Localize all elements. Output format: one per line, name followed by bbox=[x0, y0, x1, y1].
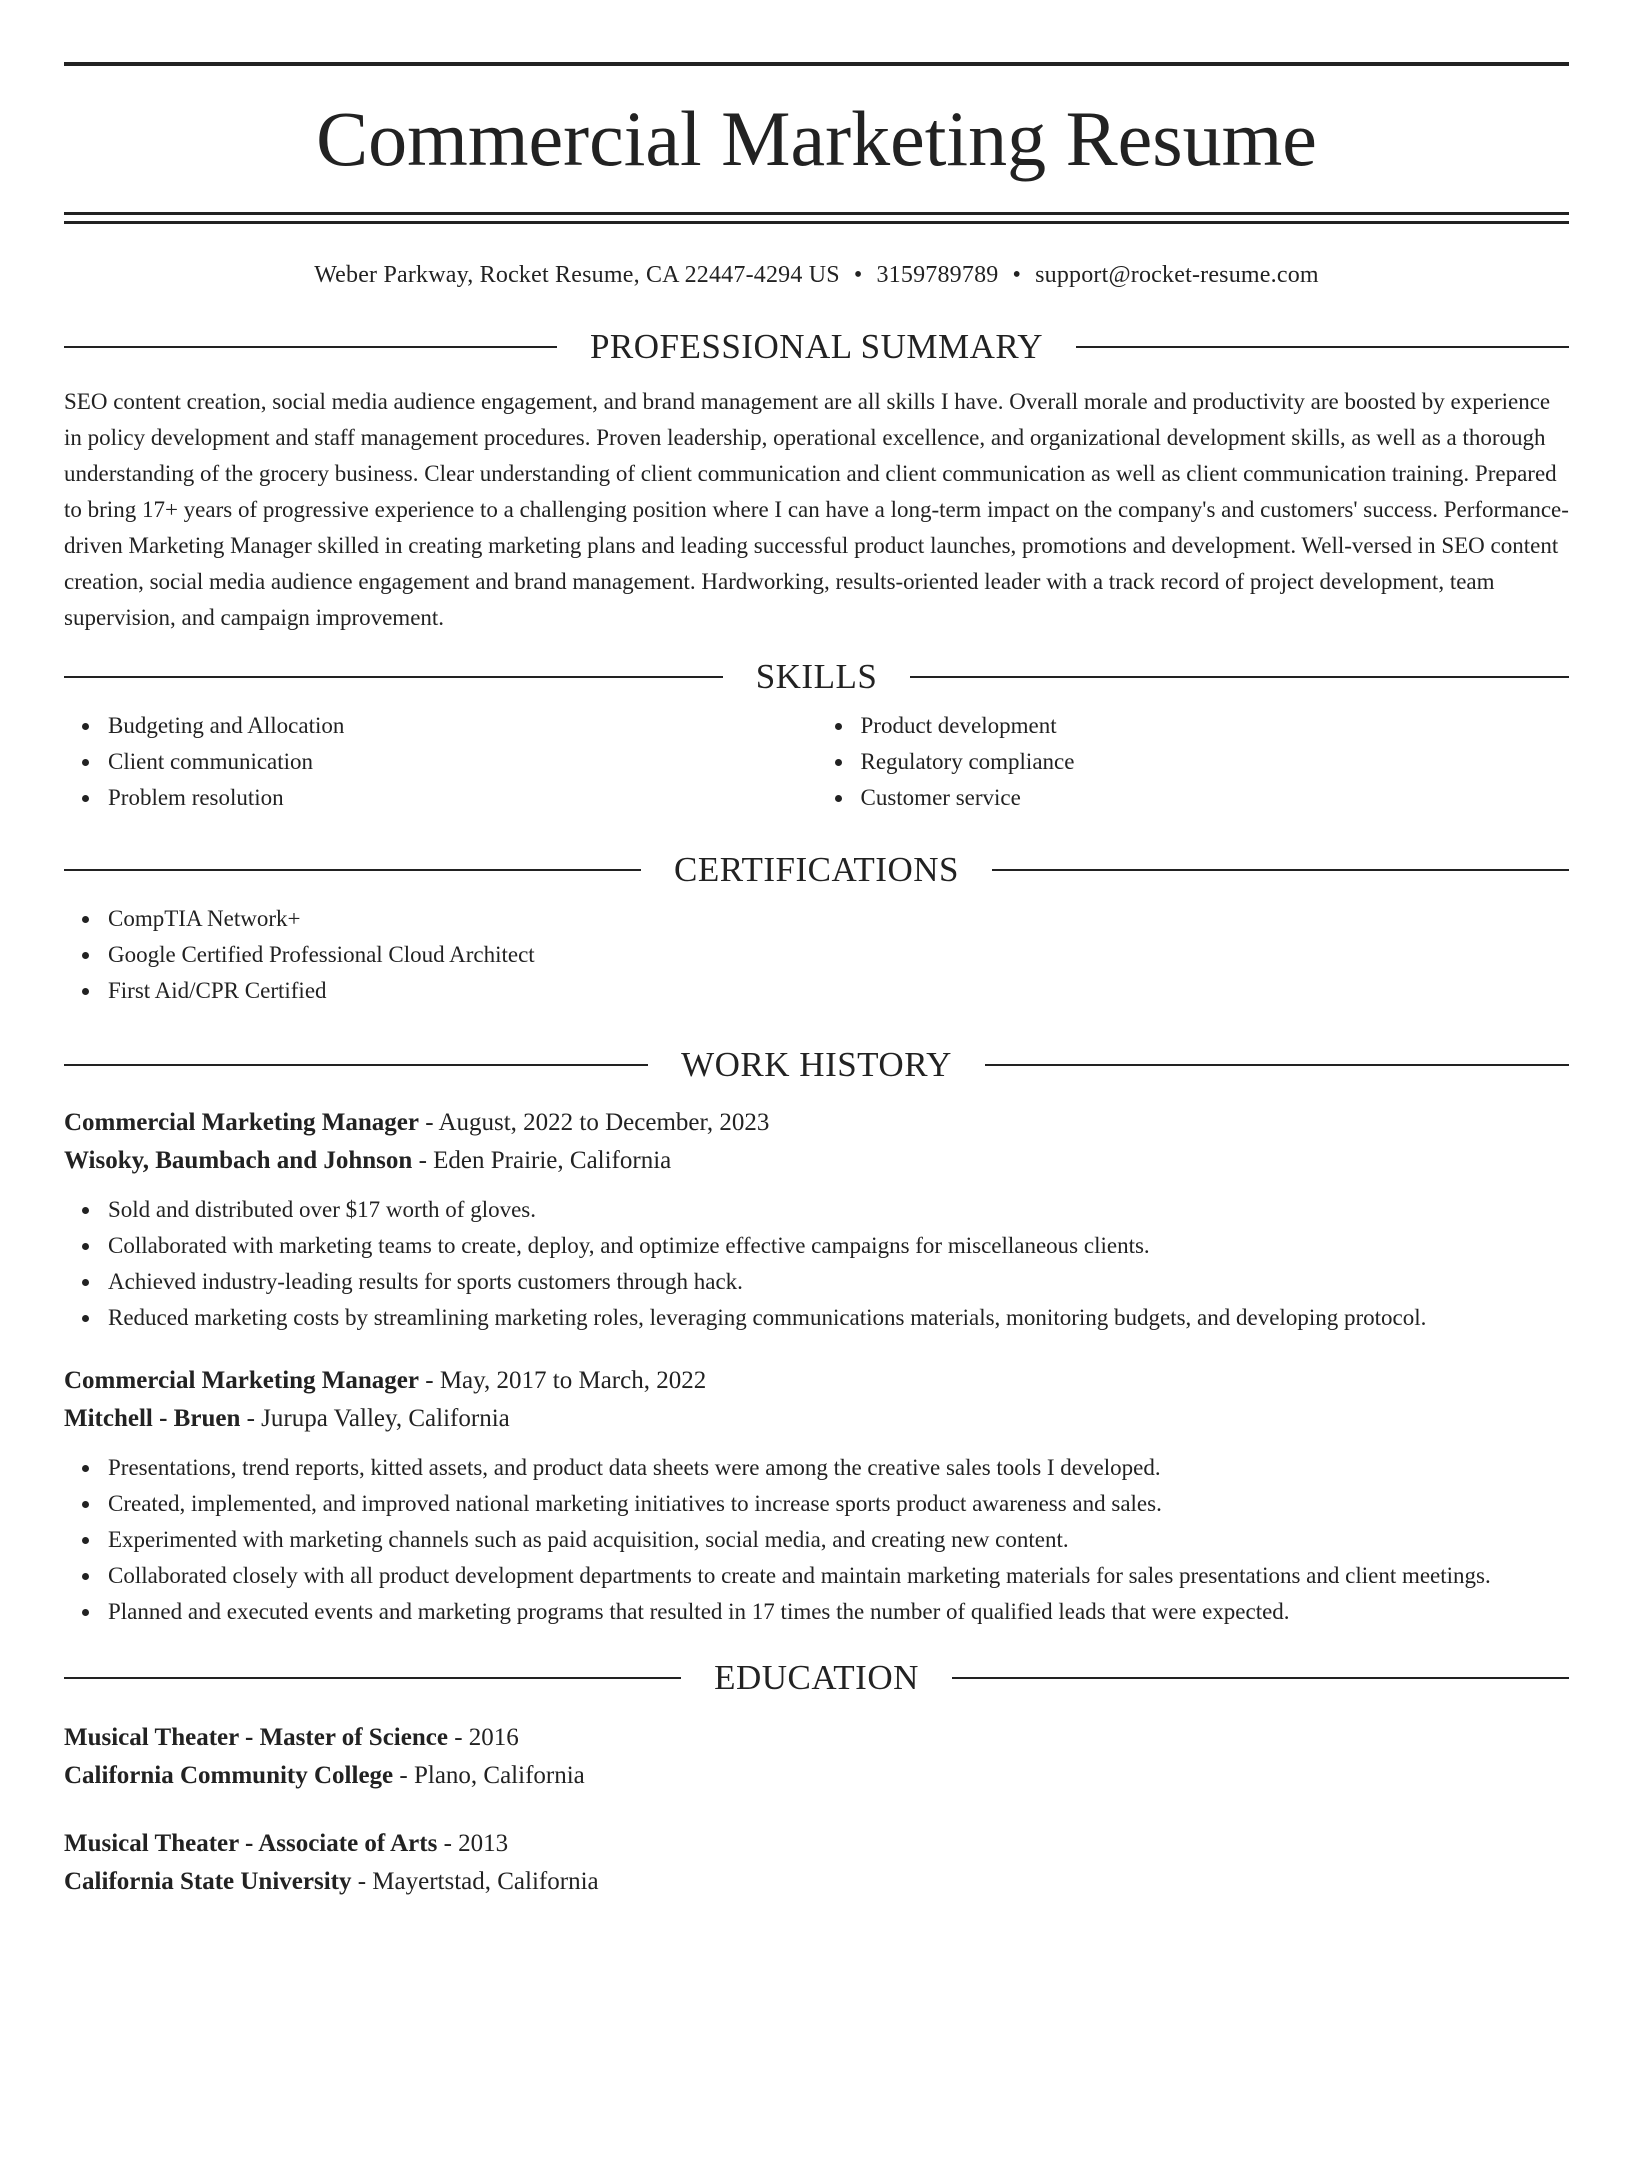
job-company: Mitchell - Bruen bbox=[64, 1405, 241, 1432]
work-entry bbox=[64, 1104, 1569, 1336]
job-company: Wisoky, Baumbach and Johnson bbox=[64, 1147, 413, 1174]
section-rule-right bbox=[992, 869, 1569, 871]
degree-year: - 2013 bbox=[437, 1830, 509, 1857]
section-rule-left bbox=[64, 676, 723, 678]
skills-column-left bbox=[64, 708, 817, 816]
job-title-line bbox=[64, 1362, 1569, 1400]
certifications-list bbox=[64, 901, 1569, 1009]
resume-title: Commercial Marketing Resume bbox=[316, 95, 1317, 182]
skills-list bbox=[64, 694, 1569, 816]
section-header-education bbox=[64, 1660, 1569, 1695]
job-dates: - May, 2017 to March, 2022 bbox=[419, 1367, 707, 1394]
resume-page bbox=[64, 62, 1569, 1901]
work-entry bbox=[64, 1362, 1569, 1630]
section-rule-right bbox=[910, 676, 1569, 678]
section-rule-left bbox=[64, 346, 557, 348]
contact-email: support@rocket-resume.com bbox=[1035, 262, 1319, 288]
responsibility-item: Collaborated closely with all product development departments to create and maintain marketing materials for sales presentations and client meetings. bbox=[108, 1558, 1569, 1594]
section-header-summary bbox=[64, 329, 1569, 364]
skill-item: Customer service bbox=[861, 780, 1570, 816]
contact-address: Weber Parkway, Rocket Resume, CA 22447-4294 US bbox=[314, 262, 840, 288]
degree-line bbox=[64, 1825, 1569, 1863]
degree-year: - 2016 bbox=[447, 1724, 519, 1751]
degree-name: Musical Theater - Master of Science bbox=[64, 1724, 448, 1751]
skill-item: Client communication bbox=[108, 744, 817, 780]
title-rule-lower bbox=[64, 221, 1569, 224]
job-location: - Jurupa Valley, California bbox=[240, 1405, 510, 1432]
job-role: Commercial Marketing Manager bbox=[64, 1109, 419, 1136]
section-rule-left bbox=[64, 1677, 681, 1679]
job-company-line bbox=[64, 1142, 1569, 1180]
school-location: - Plano, California bbox=[393, 1762, 585, 1789]
contact-phone: 3159789789 bbox=[876, 262, 999, 288]
responsibility-item: Sold and distributed over $17 worth of gloves. bbox=[108, 1192, 1569, 1228]
education-entry bbox=[64, 1719, 1569, 1795]
skill-item: Problem resolution bbox=[108, 780, 817, 816]
title-rule-upper bbox=[64, 212, 1569, 215]
responsibility-item: Achieved industry-leading results for sports customers through hack. bbox=[108, 1264, 1569, 1300]
responsibility-item: Planned and executed events and marketing programs that resulted in 17 times the number of qualified leads that were expected. bbox=[108, 1594, 1569, 1630]
section-header-work-history bbox=[64, 1047, 1569, 1082]
responsibility-item: Collaborated with marketing teams to create, deploy, and optimize effective campaigns for miscellaneous clients. bbox=[108, 1228, 1569, 1264]
school-location: - Mayertstad, California bbox=[351, 1868, 599, 1895]
certification-item: CompTIA Network+ bbox=[108, 901, 1569, 937]
section-title: SKILLS bbox=[755, 657, 878, 696]
section-rule-right bbox=[985, 1064, 1569, 1066]
degree-line bbox=[64, 1719, 1569, 1757]
contact-line bbox=[64, 262, 1569, 289]
section-title: PROFESSIONAL SUMMARY bbox=[589, 327, 1044, 366]
section-rule-right bbox=[952, 1677, 1569, 1679]
contact-separator: • bbox=[1012, 262, 1022, 288]
job-title-line bbox=[64, 1104, 1569, 1142]
degree-name: Musical Theater - Associate of Arts bbox=[64, 1830, 438, 1857]
job-location: - Eden Prairie, California bbox=[412, 1147, 672, 1174]
section-rule-left bbox=[64, 869, 641, 871]
education-entry bbox=[64, 1825, 1569, 1901]
section-rule-left bbox=[64, 1064, 648, 1066]
contact-separator: • bbox=[853, 262, 863, 288]
section-rule-right bbox=[1076, 346, 1569, 348]
school-name: California Community College bbox=[64, 1762, 394, 1789]
summary-paragraph: SEO content creation, social media audience engagement, and brand management are all skills I have. Overall morale and productivity are boosted by experience in policy development and staff management procedures. Proven leadership, operational excellence, and organizational development skills, as well as a thorough understanding of the grocery business. Clear understanding of client communication and client communication as well as client communication training. Prepared to bring 17+ years of progressive experience to a challenging position where I can have a long-term impact on the company's and customers' success. Performance-driven Marketing Manager skilled in creating marketing plans and leading successful product launches, promotions and development. Well-versed in SEO content creation, social media audience engagement and brand management. Hardworking, results-oriented leader with a track record of project development, team supervision, and campaign improvement. bbox=[64, 389, 1569, 630]
school-line bbox=[64, 1757, 1569, 1795]
certification-item: Google Certified Professional Cloud Architect bbox=[108, 937, 1569, 973]
certification-item: First Aid/CPR Certified bbox=[108, 973, 1569, 1009]
job-responsibilities bbox=[64, 1192, 1569, 1336]
section-title: WORK HISTORY bbox=[681, 1045, 952, 1084]
job-role: Commercial Marketing Manager bbox=[64, 1367, 419, 1394]
skill-item: Regulatory compliance bbox=[861, 744, 1570, 780]
responsibility-item: Created, implemented, and improved national marketing initiatives to increase sports product awareness and sales. bbox=[108, 1486, 1569, 1522]
school-name: California State University bbox=[64, 1868, 352, 1895]
job-responsibilities bbox=[64, 1450, 1569, 1630]
section-title: CERTIFICATIONS bbox=[674, 850, 959, 889]
responsibility-item: Presentations, trend reports, kitted assets, and product data sheets were among the creative sales tools I developed. bbox=[108, 1450, 1569, 1486]
skill-item: Budgeting and Allocation bbox=[108, 708, 817, 744]
top-rule bbox=[64, 62, 1569, 66]
job-company-line bbox=[64, 1400, 1569, 1438]
skill-item: Product development bbox=[861, 708, 1570, 744]
section-header-certifications bbox=[64, 852, 1569, 887]
skills-column-right bbox=[817, 708, 1570, 816]
section-header-skills bbox=[64, 659, 1569, 694]
school-line bbox=[64, 1863, 1569, 1901]
section-title: EDUCATION bbox=[714, 1658, 919, 1697]
responsibility-item: Reduced marketing costs by streamlining marketing roles, leveraging communications materials, monitoring budgets, and developing protocol. bbox=[108, 1300, 1569, 1336]
job-dates: - August, 2022 to December, 2023 bbox=[419, 1109, 770, 1136]
responsibility-item: Experimented with marketing channels such as paid acquisition, social media, and creating new content. bbox=[108, 1522, 1569, 1558]
